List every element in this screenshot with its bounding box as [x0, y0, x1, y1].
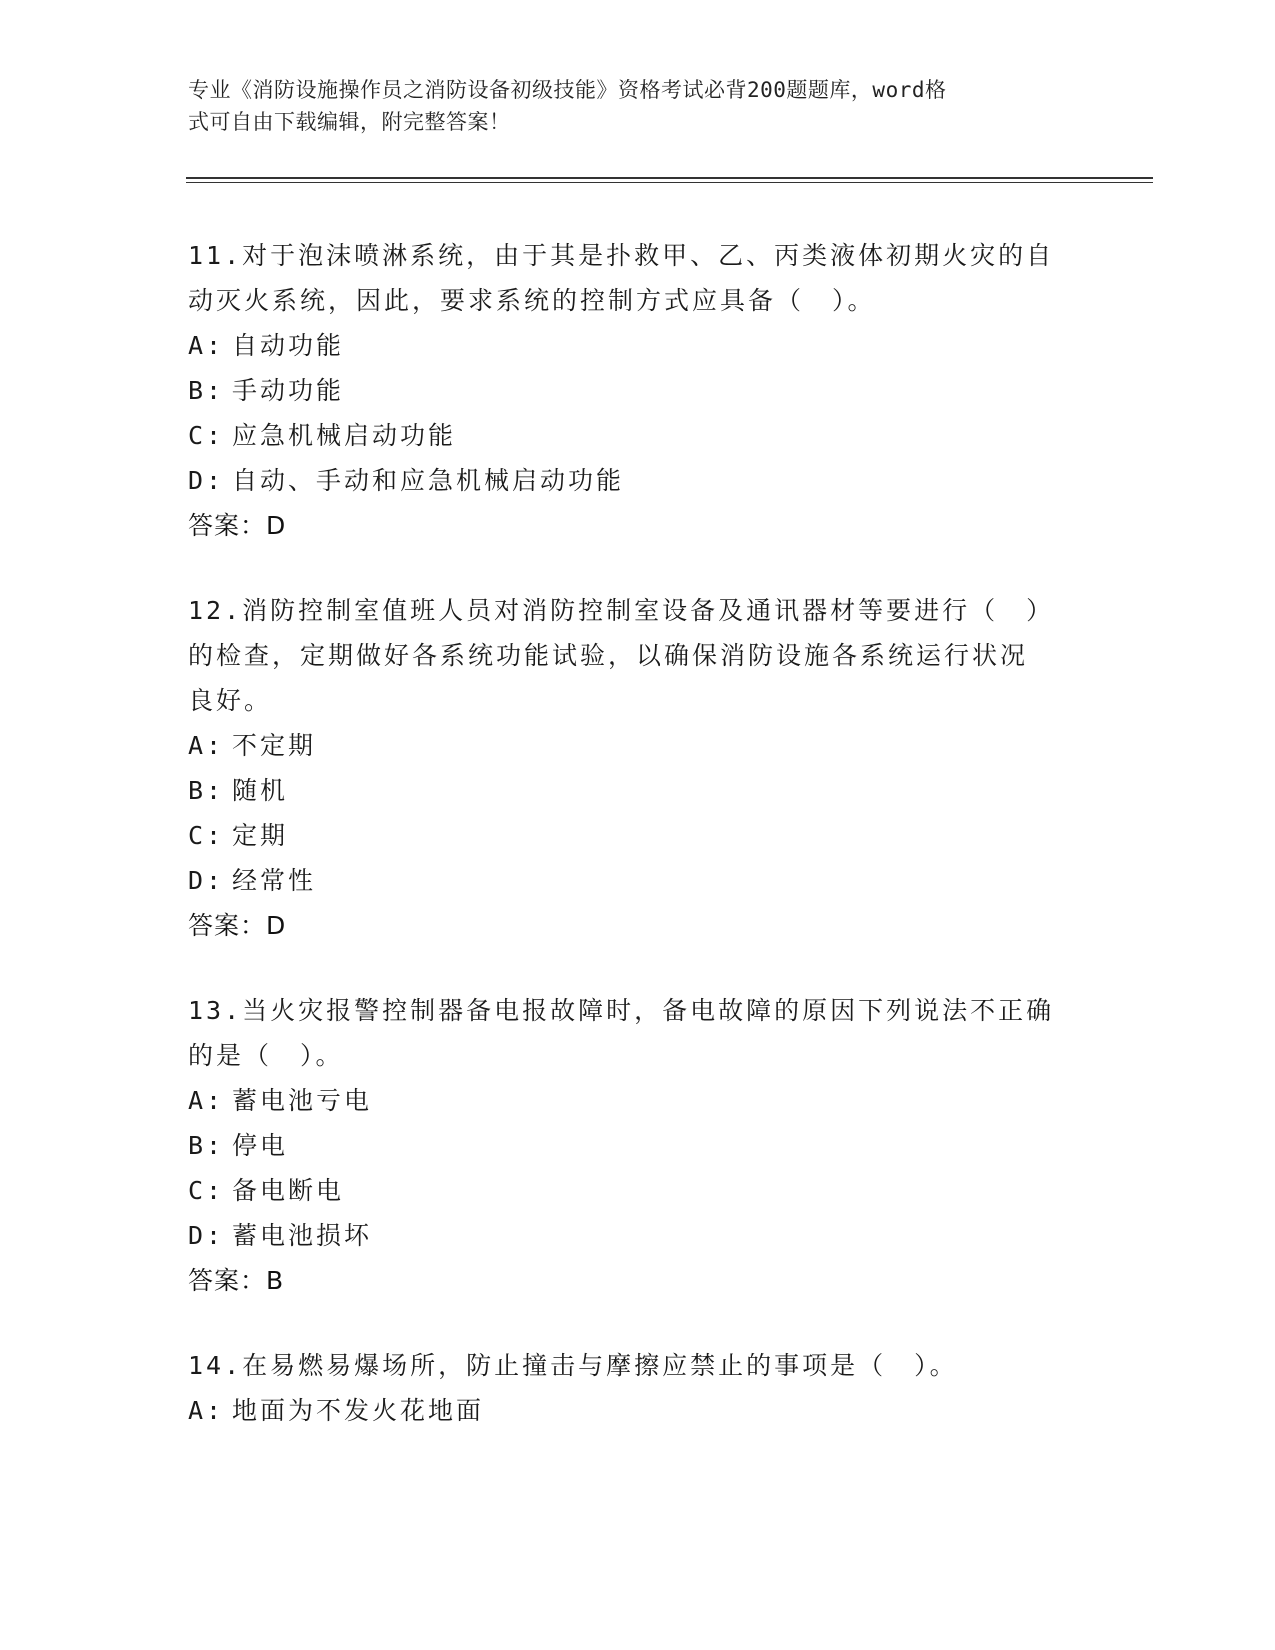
- option-text: 不定期: [232, 731, 317, 760]
- answer-line: 答案：D: [188, 511, 287, 540]
- question-stem: [188, 988, 1088, 1078]
- option-a: [188, 1078, 1088, 1123]
- answer-line: 答案：D: [188, 911, 287, 940]
- option-label: A:: [188, 1086, 225, 1115]
- option-label: A:: [188, 731, 225, 760]
- header-line-1: 专业《消防设施操作员之消防设备初级技能》资格考试必背200题题库，word格: [188, 78, 947, 102]
- option-a: [188, 323, 1088, 368]
- option-d: [188, 858, 1088, 903]
- option-label: B:: [188, 1131, 225, 1160]
- option-text: 手动功能: [232, 376, 345, 405]
- header-divider-thin: [186, 182, 1153, 183]
- option-label: D:: [188, 1221, 225, 1250]
- option-b: [188, 368, 1088, 413]
- option-a: [188, 723, 1088, 768]
- option-label: B:: [188, 376, 225, 405]
- option-label: A:: [188, 1396, 225, 1425]
- option-label: B:: [188, 776, 225, 805]
- question-item: [188, 988, 1088, 1303]
- header-line-2: 式可自由下载编辑，附完整答案！: [188, 110, 511, 134]
- option-text: 蓄电池损坏: [232, 1221, 373, 1250]
- option-text: 随机: [232, 776, 289, 805]
- option-c: [188, 413, 1088, 458]
- option-text: 备电断电: [232, 1176, 345, 1205]
- option-text: 蓄电池亏电: [232, 1086, 373, 1115]
- question-stem: [188, 588, 1088, 723]
- stem-line: 14.在易燃易爆场所，防止撞击与摩擦应禁止的事项是（ ）。: [188, 1351, 958, 1380]
- stem-line: 动灭火系统，因此，要求系统的控制方式应具备（ ）。: [188, 286, 876, 315]
- option-list: [188, 1388, 1088, 1433]
- stem-line: 良好。: [188, 686, 273, 715]
- option-label: D:: [188, 466, 225, 495]
- question-item: [188, 588, 1088, 948]
- header-divider: [186, 177, 1153, 179]
- option-label: A:: [188, 331, 225, 360]
- option-c: [188, 1168, 1088, 1213]
- option-label: C:: [188, 421, 225, 450]
- option-label: D:: [188, 866, 225, 895]
- question-item: [188, 233, 1088, 548]
- stem-line: 的检查，定期做好各系统功能试验，以确保消防设施各系统运行状况: [188, 641, 1029, 670]
- option-a: [188, 1388, 1088, 1433]
- option-d: [188, 1213, 1088, 1258]
- option-c: [188, 813, 1088, 858]
- option-d: [188, 458, 1088, 503]
- option-b: [188, 1123, 1088, 1168]
- option-text: 自动功能: [232, 331, 345, 360]
- question-stem: [188, 1343, 1088, 1388]
- question-item: [188, 1343, 1088, 1433]
- option-text: 自动、手动和应急机械启动功能: [232, 466, 625, 495]
- answer-line: 答案：B: [188, 1266, 285, 1295]
- stem-line: 的是（ ）。: [188, 1041, 344, 1070]
- option-label: C:: [188, 821, 225, 850]
- option-text: 应急机械启动功能: [232, 421, 457, 450]
- question-list: [188, 233, 1088, 1473]
- option-list: [188, 1078, 1088, 1258]
- option-text: 经常性: [232, 866, 317, 895]
- option-text: 地面为不发火花地面: [232, 1396, 485, 1425]
- option-list: [188, 723, 1088, 903]
- option-b: [188, 768, 1088, 813]
- option-text: 停电: [232, 1131, 289, 1160]
- document-header: [188, 74, 1068, 138]
- option-label: C:: [188, 1176, 225, 1205]
- stem-line: 12.消防控制室值班人员对消防控制室设备及通讯器材等要进行（ ）: [188, 596, 1055, 625]
- question-stem: [188, 233, 1088, 323]
- option-text: 定期: [232, 821, 289, 850]
- option-list: [188, 323, 1088, 503]
- stem-line: 11.对于泡沫喷淋系统，由于其是扑救甲、乙、丙类液体初期火灾的自: [188, 241, 1055, 270]
- stem-line: 13.当火灾报警控制器备电报故障时，备电故障的原因下列说法不正确: [188, 996, 1055, 1025]
